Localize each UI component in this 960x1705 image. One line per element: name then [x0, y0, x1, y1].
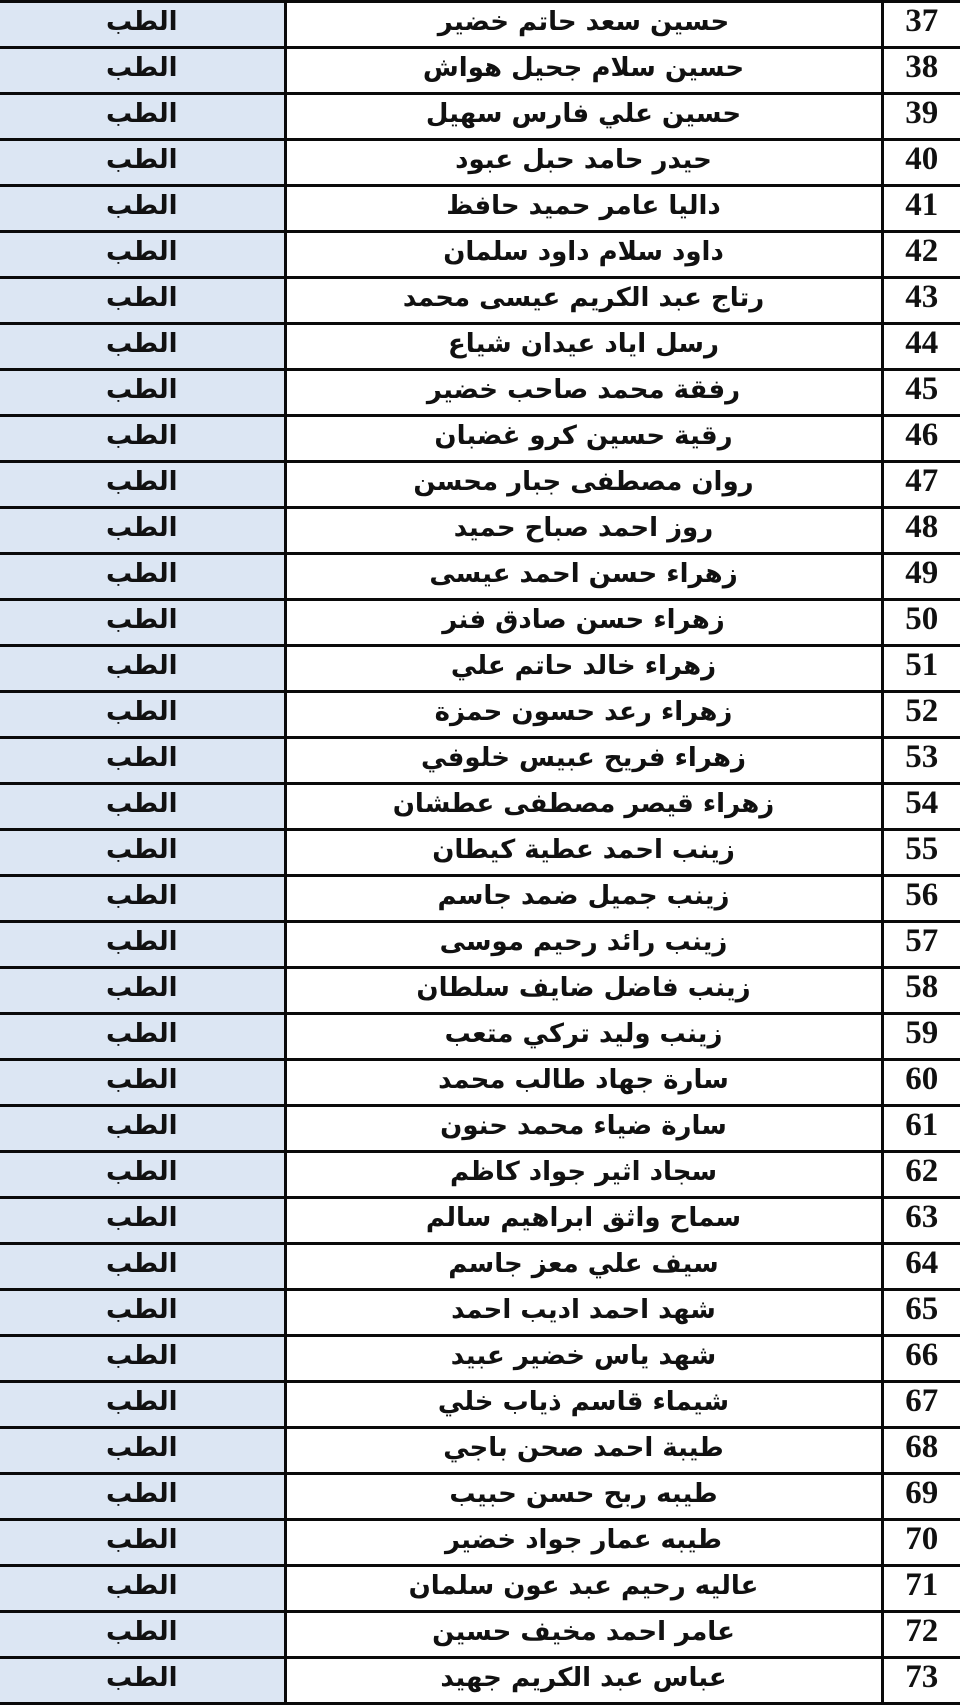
department-cell: [0, 1336, 285, 1382]
student-name: داود سلام داود سلمان: [443, 236, 724, 267]
row-number: 38: [905, 49, 939, 85]
student-name: حسين سلام جحيل هواش: [422, 52, 745, 83]
row-number-cell: [882, 1428, 960, 1474]
student-name-cell: [285, 462, 882, 508]
student-name-cell: [285, 1658, 882, 1704]
student-name-cell: [285, 1336, 882, 1382]
student-name: زينب رائد رحيم موسى: [439, 926, 728, 957]
student-name: سارة جهاد طالب محمد: [438, 1064, 729, 1095]
row-number: 50: [905, 601, 939, 637]
row-number: 44: [905, 325, 939, 361]
row-number-cell: [882, 830, 960, 876]
department-label: الطب: [105, 1202, 178, 1233]
student-name: رفقة محمد صاحب خضير: [426, 374, 741, 405]
row-number: 64: [905, 1245, 939, 1281]
department-cell: [0, 738, 285, 784]
row-number-cell: [882, 232, 960, 278]
department-label: الطب: [105, 328, 178, 359]
department-cell: [0, 140, 285, 186]
department-cell: [0, 278, 285, 324]
row-number-cell: [882, 508, 960, 554]
row-number: 57: [905, 923, 939, 959]
department-label: الطب: [105, 282, 178, 313]
row-number: 71: [905, 1567, 939, 1603]
student-name-cell: [285, 784, 882, 830]
department-cell: [0, 324, 285, 370]
row-number-cell: [882, 738, 960, 784]
table-row: [0, 1198, 960, 1244]
student-name-cell: [285, 1290, 882, 1336]
department-label: الطب: [105, 1570, 178, 1601]
table-row: [0, 1014, 960, 1060]
student-name-cell: [285, 968, 882, 1014]
table-row: [0, 692, 960, 738]
student-name: طيبة احمد صحن باجي: [443, 1432, 724, 1463]
department-label: الطب: [105, 466, 178, 497]
table-row: [0, 324, 960, 370]
department-label: الطب: [105, 1616, 178, 1647]
student-name-cell: [285, 876, 882, 922]
department-cell: [0, 1290, 285, 1336]
table-row: [0, 1658, 960, 1704]
student-name: سجاد اثير جواد كاظم: [449, 1156, 718, 1187]
row-number: 69: [905, 1475, 939, 1511]
department-label: الطب: [105, 558, 178, 589]
department-label: الطب: [105, 650, 178, 681]
department-cell: [0, 646, 285, 692]
row-number: 39: [905, 95, 939, 131]
row-number: 56: [905, 877, 939, 913]
department-cell: [0, 48, 285, 94]
student-name: شهد ياس خضير عبيد: [450, 1340, 717, 1371]
table-row: [0, 94, 960, 140]
student-name: رقية حسين كرو غضبان: [434, 420, 733, 451]
department-label: الطب: [105, 52, 178, 83]
department-cell: [0, 1152, 285, 1198]
department-cell: [0, 370, 285, 416]
student-name: سيف علي معز جاسم: [448, 1248, 719, 1279]
student-name: زينب وليد تركي متعب: [444, 1018, 723, 1049]
table-row: [0, 1612, 960, 1658]
row-number-cell: [882, 784, 960, 830]
table-row: [0, 1382, 960, 1428]
student-name-cell: [285, 600, 882, 646]
department-cell: [0, 968, 285, 1014]
row-number-cell: [882, 2, 960, 48]
row-number: 67: [905, 1383, 939, 1419]
department-label: الطب: [105, 1432, 178, 1463]
student-name: رتاج عبد الكريم عيسى محمد: [402, 282, 765, 313]
department-label: الطب: [105, 926, 178, 957]
row-number-cell: [882, 1014, 960, 1060]
table-row: [0, 186, 960, 232]
table-row: [0, 1566, 960, 1612]
row-number: 40: [905, 141, 939, 177]
row-number: 52: [905, 693, 939, 729]
row-number-cell: [882, 1244, 960, 1290]
department-label: الطب: [105, 696, 178, 727]
row-number: 42: [905, 233, 939, 269]
student-name-cell: [285, 1474, 882, 1520]
table-row: [0, 830, 960, 876]
row-number-cell: [882, 876, 960, 922]
table-row: [0, 1244, 960, 1290]
student-name-cell: [285, 278, 882, 324]
row-number: 54: [905, 785, 939, 821]
row-number-cell: [882, 1520, 960, 1566]
department-label: الطب: [105, 1294, 178, 1325]
department-label: الطب: [105, 512, 178, 543]
student-name: زينب فاضل ضايف سلطان: [416, 972, 751, 1003]
student-name: طيبه ربح حسن حبيب: [449, 1478, 718, 1509]
row-number-cell: [882, 278, 960, 324]
department-label: الطب: [105, 144, 178, 175]
row-number-cell: [882, 1060, 960, 1106]
department-cell: [0, 1060, 285, 1106]
department-label: الطب: [105, 788, 178, 819]
department-label: الطب: [105, 1340, 178, 1371]
table-row: [0, 462, 960, 508]
student-name-cell: [285, 94, 882, 140]
table-row: [0, 1290, 960, 1336]
department-label: الطب: [105, 420, 178, 451]
row-number-cell: [882, 1336, 960, 1382]
table-row: [0, 738, 960, 784]
table-row: [0, 646, 960, 692]
department-cell: [0, 1520, 285, 1566]
student-name-cell: [285, 48, 882, 94]
table-row: [0, 1428, 960, 1474]
student-name: شهد احمد اديب احمد: [451, 1294, 716, 1325]
row-number: 68: [905, 1429, 939, 1465]
row-number: 53: [905, 739, 939, 775]
table-row: [0, 1106, 960, 1152]
student-name-cell: [285, 324, 882, 370]
student-name-cell: [285, 1152, 882, 1198]
row-number: 65: [905, 1291, 939, 1327]
department-label: الطب: [105, 1156, 178, 1187]
department-label: الطب: [105, 6, 178, 37]
student-name-cell: [285, 1428, 882, 1474]
student-name-cell: [285, 692, 882, 738]
student-name: زهراء حسن صادق فنر: [442, 604, 725, 635]
student-name: حسين علي فارس سهيل: [425, 98, 742, 129]
row-number: 46: [905, 417, 939, 453]
department-cell: [0, 1382, 285, 1428]
student-name-cell: [285, 232, 882, 278]
department-label: الطب: [105, 604, 178, 635]
student-name-cell: [285, 2, 882, 48]
student-name-cell: [285, 508, 882, 554]
row-number-cell: [882, 1382, 960, 1428]
row-number: 72: [905, 1613, 939, 1649]
row-number-cell: [882, 646, 960, 692]
table-row: [0, 1152, 960, 1198]
row-number: 62: [905, 1153, 939, 1189]
student-name-cell: [285, 1520, 882, 1566]
department-label: الطب: [105, 374, 178, 405]
student-name: زينب جميل ضمد جاسم: [437, 880, 730, 911]
department-cell: [0, 94, 285, 140]
row-number: 60: [905, 1061, 939, 1097]
student-name: زهراء رعد حسون حمزة: [434, 696, 733, 727]
student-name: عاليه رحيم عبد عون سلمان: [408, 1570, 759, 1601]
department-label: الطب: [105, 880, 178, 911]
department-label: الطب: [105, 972, 178, 1003]
table-row: [0, 968, 960, 1014]
row-number-cell: [882, 1658, 960, 1704]
department-cell: [0, 554, 285, 600]
department-label: الطب: [105, 834, 178, 865]
row-number-cell: [882, 692, 960, 738]
department-label: الطب: [105, 236, 178, 267]
student-name-cell: [285, 1566, 882, 1612]
row-number-cell: [882, 1612, 960, 1658]
row-number-cell: [882, 140, 960, 186]
row-number: 37: [905, 3, 939, 39]
row-number-cell: [882, 600, 960, 646]
row-number: 47: [905, 463, 939, 499]
row-number-cell: [882, 1106, 960, 1152]
table-row: [0, 1060, 960, 1106]
table-row: [0, 784, 960, 830]
row-number: 70: [905, 1521, 939, 1557]
row-number: 41: [905, 187, 939, 223]
department-cell: [0, 1474, 285, 1520]
table-row: [0, 416, 960, 462]
department-cell: [0, 186, 285, 232]
row-number-cell: [882, 1198, 960, 1244]
student-name: سماح واثق ابراهيم سالم: [425, 1202, 742, 1233]
student-name: روز احمد صباح حميد: [453, 512, 714, 543]
row-number: 45: [905, 371, 939, 407]
row-number-cell: [882, 1152, 960, 1198]
row-number-cell: [882, 1474, 960, 1520]
student-name: طيبه عمار جواد خضير: [445, 1524, 722, 1555]
table-row: [0, 1474, 960, 1520]
table-row: [0, 1520, 960, 1566]
table-row: [0, 48, 960, 94]
department-label: الطب: [105, 1386, 178, 1417]
student-name: زينب احمد عطية كيطان: [432, 834, 735, 865]
department-label: الطب: [105, 1524, 178, 1555]
student-name: سارة ضياء محمد حنون: [440, 1110, 727, 1141]
department-label: الطب: [105, 742, 178, 773]
table-row: [0, 140, 960, 186]
table-row: [0, 370, 960, 416]
department-cell: [0, 600, 285, 646]
row-number-cell: [882, 48, 960, 94]
row-number: 48: [905, 509, 939, 545]
table-row: [0, 232, 960, 278]
row-number: 43: [905, 279, 939, 315]
student-name: عامر احمد مخيف حسين: [432, 1616, 735, 1647]
department-cell: [0, 692, 285, 738]
student-name-cell: [285, 370, 882, 416]
row-number-cell: [882, 922, 960, 968]
student-name: زهراء قيصر مصطفى عطشان: [392, 788, 775, 819]
table-row: [0, 2, 960, 48]
row-number: 55: [905, 831, 939, 867]
department-label: الطب: [105, 190, 178, 221]
row-number-cell: [882, 1566, 960, 1612]
department-cell: [0, 1244, 285, 1290]
student-name-cell: [285, 830, 882, 876]
department-label: الطب: [105, 98, 178, 129]
row-number-cell: [882, 186, 960, 232]
student-name: داليا عامر حميد حافظ: [446, 190, 721, 221]
student-name-cell: [285, 1244, 882, 1290]
student-name-cell: [285, 416, 882, 462]
department-cell: [0, 1014, 285, 1060]
row-number: 63: [905, 1199, 939, 1235]
row-number: 58: [905, 969, 939, 1005]
row-number: 73: [905, 1659, 939, 1695]
row-number: 49: [905, 555, 939, 591]
row-number-cell: [882, 968, 960, 1014]
table-row: [0, 922, 960, 968]
department-cell: [0, 1566, 285, 1612]
department-cell: [0, 876, 285, 922]
department-cell: [0, 1428, 285, 1474]
department-cell: [0, 1612, 285, 1658]
table-row: [0, 876, 960, 922]
department-cell: [0, 1198, 285, 1244]
department-label: الطب: [105, 1064, 178, 1095]
department-label: الطب: [105, 1018, 178, 1049]
table-row: [0, 1336, 960, 1382]
department-cell: [0, 232, 285, 278]
department-cell: [0, 1658, 285, 1704]
row-number: 51: [905, 647, 939, 683]
student-name-cell: [285, 1014, 882, 1060]
department-label: الطب: [105, 1662, 178, 1693]
student-name-cell: [285, 1106, 882, 1152]
department-label: الطب: [105, 1478, 178, 1509]
row-number-cell: [882, 94, 960, 140]
row-number: 66: [905, 1337, 939, 1373]
table-row: [0, 508, 960, 554]
student-name: زهراء حسن احمد عيسى: [429, 558, 738, 589]
department-cell: [0, 784, 285, 830]
department-cell: [0, 1106, 285, 1152]
department-label: الطب: [105, 1110, 178, 1141]
student-name-cell: [285, 1198, 882, 1244]
table-body: [0, 2, 960, 1704]
student-name-cell: [285, 1382, 882, 1428]
student-name: حسين سعد حاتم خضير: [437, 6, 730, 37]
student-name: حيدر حامد حبل عبود: [455, 144, 712, 175]
student-name: عباس عبد الكريم جهيد: [440, 1662, 727, 1693]
department-label: الطب: [105, 1248, 178, 1279]
row-number-cell: [882, 462, 960, 508]
row-number-cell: [882, 1290, 960, 1336]
student-name: رسل اياد عيدان شياع: [448, 328, 719, 359]
row-number: 61: [905, 1107, 939, 1143]
student-name: روان مصطفى جبار محسن: [413, 466, 754, 497]
table-row: [0, 278, 960, 324]
student-name-cell: [285, 646, 882, 692]
row-number-cell: [882, 416, 960, 462]
department-cell: [0, 416, 285, 462]
student-name-cell: [285, 554, 882, 600]
department-cell: [0, 830, 285, 876]
student-name-cell: [285, 1060, 882, 1106]
row-number-cell: [882, 324, 960, 370]
student-name: شيماء قاسم ذياب خلي: [437, 1386, 730, 1417]
table-row: [0, 554, 960, 600]
student-name: زهراء خالد حاتم علي: [450, 650, 717, 681]
department-cell: [0, 508, 285, 554]
student-name-cell: [285, 922, 882, 968]
department-cell: [0, 922, 285, 968]
department-cell: [0, 2, 285, 48]
row-number-cell: [882, 554, 960, 600]
student-name: زهراء فريح عبيس خلوفي: [421, 742, 746, 773]
student-name-cell: [285, 1612, 882, 1658]
row-number-cell: [882, 370, 960, 416]
table-row: [0, 600, 960, 646]
row-number: 59: [905, 1015, 939, 1051]
department-cell: [0, 462, 285, 508]
student-name-cell: [285, 186, 882, 232]
student-name-cell: [285, 738, 882, 784]
student-name-cell: [285, 140, 882, 186]
